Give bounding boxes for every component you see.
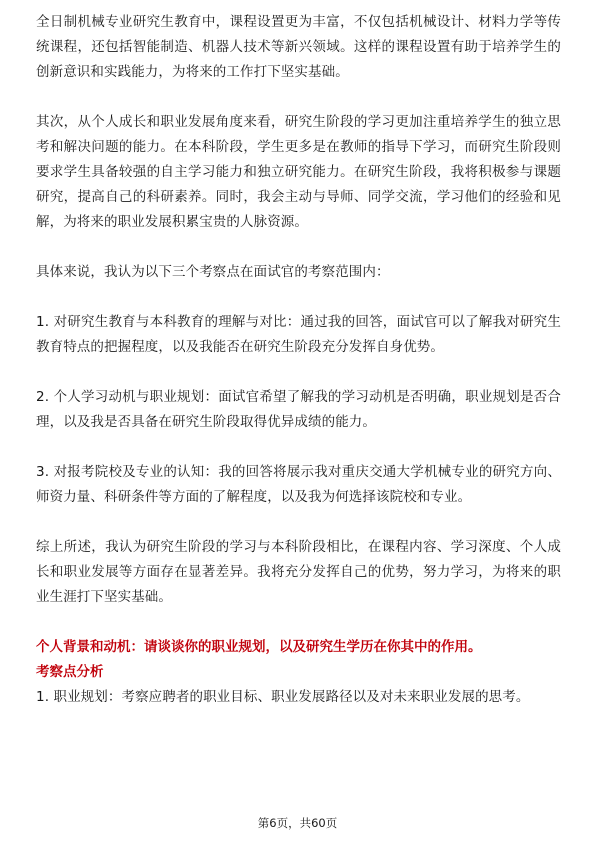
paragraph-gap xyxy=(36,360,561,385)
analysis-heading: 考察点分析 xyxy=(36,664,104,680)
paragraph-gap xyxy=(36,85,561,110)
analysis-item-1: 1. 职业规划：考察应聘者的职业目标、职业发展路径以及对未来职业发展的思考。 xyxy=(36,689,530,705)
paragraph-personal-growth: 其次，从个人成长和职业发展角度来看，研究生阶段的学习更加注重培养学生的独立思考和解决问题的能力。在本科阶段，学生更多是在教师的指导下学习，而研究生阶段则要求学生具备较强的自主学习能力和独立研究能力。在研究生阶段，我将积极参与课题研究，提高自己的科研素养。同时，我会主动与导师、同学交流，学习他们的经验和见解，为将来的职业发展积累宝贵的人脉资源。 xyxy=(36,114,561,230)
paragraph-point-2: 2. 个人学习动机与职业规划：面试官希望了解我的学习动机是否明确，职业规划是否合理，以及我是否具备在研究生阶段取得优异成绩的能力。 xyxy=(36,389,561,430)
paragraph-curriculum: 全日制机械专业研究生教育中，课程设置更为丰富，不仅包括机械设计、材料力学等传统课程，还包括智能制造、机器人技术等新兴领域。这样的课程设置有助于培养学生的创新意识和实践能力，为将来的工作打下坚实基础。 xyxy=(36,14,561,80)
paragraph-gap xyxy=(36,235,561,260)
paragraph-summary: 综上所述，我认为研究生阶段的学习与本科阶段相比，在课程内容、学习深度、个人成长和职业发展等方面存在显著差异。我将充分发挥自己的优势，努力学习，为将来的职业生涯打下坚实基础。 xyxy=(36,539,561,605)
paragraph-gap xyxy=(36,510,561,535)
paragraph-point-3: 3. 对报考院校及专业的认知：我的回答将展示我对重庆交通大学机械专业的研究方向、师资力量、科研条件等方面的了解程度，以及我为何选择该院校和专业。 xyxy=(36,464,561,505)
question-heading: 个人背景和动机：请谈谈你的职业规划，以及研究生学历在你其中的作用。 xyxy=(36,639,482,655)
paragraph-gap xyxy=(36,610,561,635)
paragraph-intro-points: 具体来说，我认为以下三个考察点在面试官的考察范围内： xyxy=(36,264,390,280)
paragraph-gap xyxy=(36,435,561,460)
page-footer: 第6页，共60页 xyxy=(257,816,338,830)
paragraph-gap xyxy=(36,285,561,310)
paragraph-point-1: 1. 对研究生教育与本科教育的理解与对比：通过我的回答，面试官可以了解我对研究生教育特点的把握程度，以及我能否在研究生阶段充分发挥自身优势。 xyxy=(36,314,561,355)
